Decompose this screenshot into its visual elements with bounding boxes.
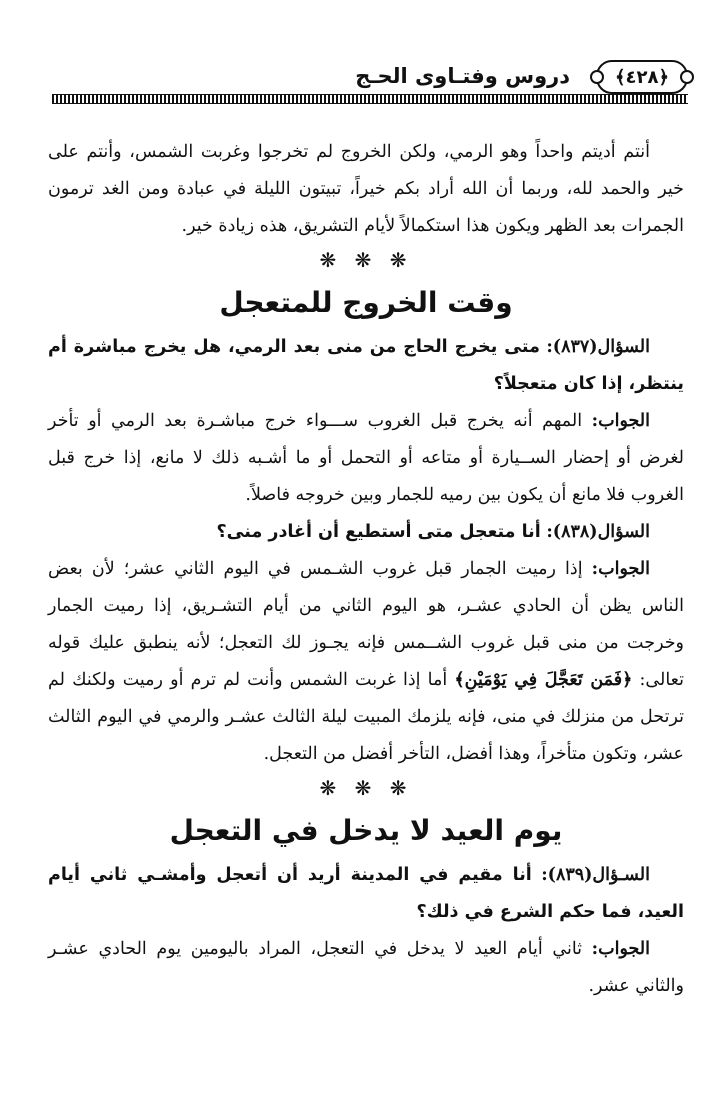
question-text: أنا متعجل متى أستطيع أن أغادر منى؟ bbox=[216, 522, 541, 542]
question-839 bbox=[48, 857, 684, 931]
header-rule bbox=[52, 94, 688, 104]
answer-text: إذا رميت الجمار قبل غروب الشـمس في اليوم الثاني عشر؛ لأن بعض الناس يظن أن الحادي عشـر، هو اليوم الثاني من أيام التشـريق، إذا رميت الجمار وخرجت من منى قبل غروب الشــمس فإنه يجـوز لك التعجل؛ لأنه ينطبق عليك قوله تعالى: bbox=[48, 559, 684, 690]
page-body bbox=[48, 134, 684, 1005]
answer-text-continued: أما إذا غربت الشمس وأنت لم ترم أو رميت ولكنك لم ترتحل من منزلك في منى، فإنه يلزمك المبيت ليلة الثالث عشـر والرمي في اليوم الثالث عشر، وتكون متأخراً، وهذا أفضل، التأخر أفضل من التعجل. bbox=[48, 670, 684, 764]
question-838 bbox=[48, 514, 684, 551]
question-label: السؤال(٨٣٧): bbox=[546, 337, 650, 357]
question-label: السـؤال(٨٣٩): bbox=[541, 865, 650, 885]
question-837 bbox=[48, 329, 684, 403]
answer-label: الجواب: bbox=[591, 559, 650, 579]
section-heading: يوم العيد لا يدخل في التعجل bbox=[169, 814, 563, 847]
section-separator: ❋ ❋ ❋ bbox=[319, 248, 413, 272]
answer-839 bbox=[48, 931, 684, 1005]
section-heading: وقت الخروج للمتعجل bbox=[219, 286, 513, 319]
running-header bbox=[52, 58, 688, 104]
question-text: أنا مقيم في المدينة أريد أن أتعجل وأمشـي ثاني أيام العيد، فما حكم الشرع في ذلك؟ bbox=[48, 865, 684, 922]
paragraph: أنتم أديتم واحداً وهو الرمي، ولكن الخروج لم تخرجوا وغربت الشمس، وأنتم على خير والحمد لله، وربما أن الله أراد بكم خيراً، تبيتون الليلة في عبادة ومن الغد ترمون الجمرات بعد الظهر ويكون هذا استكمالاً لأيام التشريق، هذه زيادة خير. bbox=[48, 142, 684, 236]
answer-837 bbox=[48, 403, 684, 514]
running-title: دروس وفتـاوى الحـج bbox=[355, 64, 570, 88]
answer-text: المهم أنه يخرج قبل الغروب ســـواء خرج مباشـرة بعد الرمي أو تأخر لغرض أو إحضار الســيارة أو متاعه أو التحمل أو ما أشـبه ذلك لا مانع، إذا خرج قبل الغروب فلا مانع أن يكون بين رميه للجمار وبين خروجه فاصلاً. bbox=[48, 411, 684, 505]
page-number-badge: ﴿٤٢٨﴾ bbox=[596, 60, 688, 94]
question-label: السؤال(٨٣٨): bbox=[546, 522, 650, 542]
question-text: متى يخرج الحاج من منى بعد الرمي، هل يخرج مباشرة أم ينتظر، إذا كان متعجلاً؟ bbox=[48, 337, 684, 394]
answer-label: الجواب: bbox=[591, 939, 650, 959]
quran-verse: ﴿فَمَن تَعَجَّلَ فِي يَوْمَيْنِ﴾ bbox=[454, 670, 633, 690]
section-separator: ❋ ❋ ❋ bbox=[319, 776, 413, 800]
answer-text: ثاني أيام العيد لا يدخل في التعجل، المراد باليومين يوم الحادي عشـر والثاني عشر. bbox=[48, 939, 684, 996]
answer-838 bbox=[48, 551, 684, 773]
answer-label: الجواب: bbox=[591, 411, 650, 431]
